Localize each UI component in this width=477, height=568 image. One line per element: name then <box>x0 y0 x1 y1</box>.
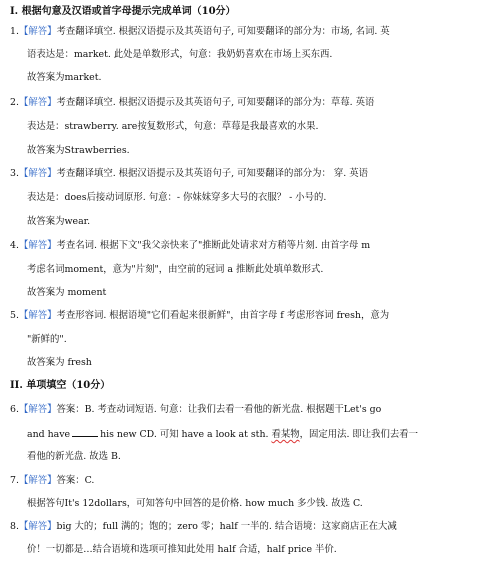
answer-tag: 【解答】 <box>18 168 57 179</box>
question-text: big 大的；full 满的；饱的；zero 零；half 一半的. 结合语境：这家商店正在大减 <box>56 521 397 532</box>
question-text: 考查名词. 根据下文"我父亲快来了"推断此处请求对方稍等片刻. 由首字母 m <box>56 240 371 251</box>
question-text: his new CD. 可知 have a look at sth. <box>100 429 269 440</box>
question-number: 1. <box>10 26 19 37</box>
question-4-answer: 故答案为 moment <box>27 287 107 298</box>
question-text: 答案：C. <box>56 475 95 486</box>
answer-tag: 【解答】 <box>18 97 57 108</box>
question-text: 考查形容词. 根据语境"它们看起来很新鲜"，由首字母 f 考虑形容词 fresh，意为 <box>56 310 390 321</box>
question-5-line-1 <box>10 309 389 322</box>
question-text: and have <box>27 429 71 440</box>
answer-tag: 【解答】 <box>18 404 57 415</box>
question-number: 6. <box>10 404 19 415</box>
question-1-line-1 <box>10 25 390 38</box>
question-7-line-2: 根据答句It's 12dollars，可知答句中回答的是价格. how much 多少钱. 故选 C. <box>27 498 363 509</box>
answer-tag: 【解答】 <box>18 26 57 37</box>
question-2-line-1 <box>10 96 374 109</box>
question-3-line-2: 表达是：does后接动词原形. 句意：- 你妹妹穿多大号的衣服？ - 小号的. <box>27 192 327 203</box>
question-5-answer: 故答案为 fresh <box>27 357 92 368</box>
question-6-line-1 <box>10 403 381 416</box>
question-text: 答案：B. 考查动词短语. 句意：让我们去看一看他的新光盘. 根据题干Let's go <box>56 404 382 415</box>
section-1-title: I. 根据句意及汉语或首字母提示完成单词（10分） <box>10 6 236 17</box>
question-6-line-2 <box>27 427 418 441</box>
question-8-line-1 <box>10 520 397 533</box>
question-number: 8. <box>10 521 19 532</box>
underlined-phrase: 看某物 <box>271 429 300 440</box>
answer-tag: 【解答】 <box>18 521 57 532</box>
question-number: 7. <box>10 475 19 486</box>
question-text: 考查翻译填空. 根据汉语提示及其英语句子, 可知要翻译的部分为：市场, 名词. 英 <box>56 26 390 37</box>
question-1-answer: 故答案为market. <box>27 72 102 83</box>
question-4-line-2: 考虑名词moment，意为"片刻"，由空前的冠词 a 推断此处填单数形式. <box>27 264 324 275</box>
question-7-line-1 <box>10 474 94 487</box>
question-text: 考查翻译填空. 根据汉语提示及其英语句子, 可知要翻译的部分为： 穿. 英语 <box>56 168 368 179</box>
question-6-line-3: 看他的新光盘. 故选 B. <box>27 451 121 462</box>
answer-tag: 【解答】 <box>18 475 57 486</box>
question-number: 2. <box>10 97 19 108</box>
question-text: 考查翻译填空. 根据汉语提示及其英语句子, 可知要翻译的部分为：草莓. 英语 <box>56 97 375 108</box>
question-4-line-1 <box>10 239 370 252</box>
question-text: ，固定用法. 即让我们去看一 <box>299 429 419 440</box>
question-1-line-2: 语表达是：market. 此处是单数形式，句意：我奶奶喜欢在市场上买东西. <box>27 49 333 60</box>
question-number: 3. <box>10 168 19 179</box>
question-5-line-2: "新鲜的". <box>27 334 67 345</box>
question-3-answer: 故答案为wear. <box>27 216 91 227</box>
answer-tag: 【解答】 <box>18 310 57 321</box>
question-8-line-2: 价！一切都是…结合语境和选项可推知此处用 half 合适，half price 半价. <box>27 544 337 555</box>
question-number: 5. <box>10 310 19 321</box>
question-2-answer: 故答案为Strawberries. <box>27 145 130 156</box>
section-2-title: II. 单项填空（10分） <box>10 380 111 391</box>
answer-tag: 【解答】 <box>18 240 57 251</box>
blank-line <box>72 427 98 437</box>
question-number: 4. <box>10 240 19 251</box>
question-2-line-2: 表达是：strawberry. are按复数形式，句意：草莓是我最喜欢的水果. <box>27 121 319 132</box>
question-3-line-1 <box>10 167 368 180</box>
